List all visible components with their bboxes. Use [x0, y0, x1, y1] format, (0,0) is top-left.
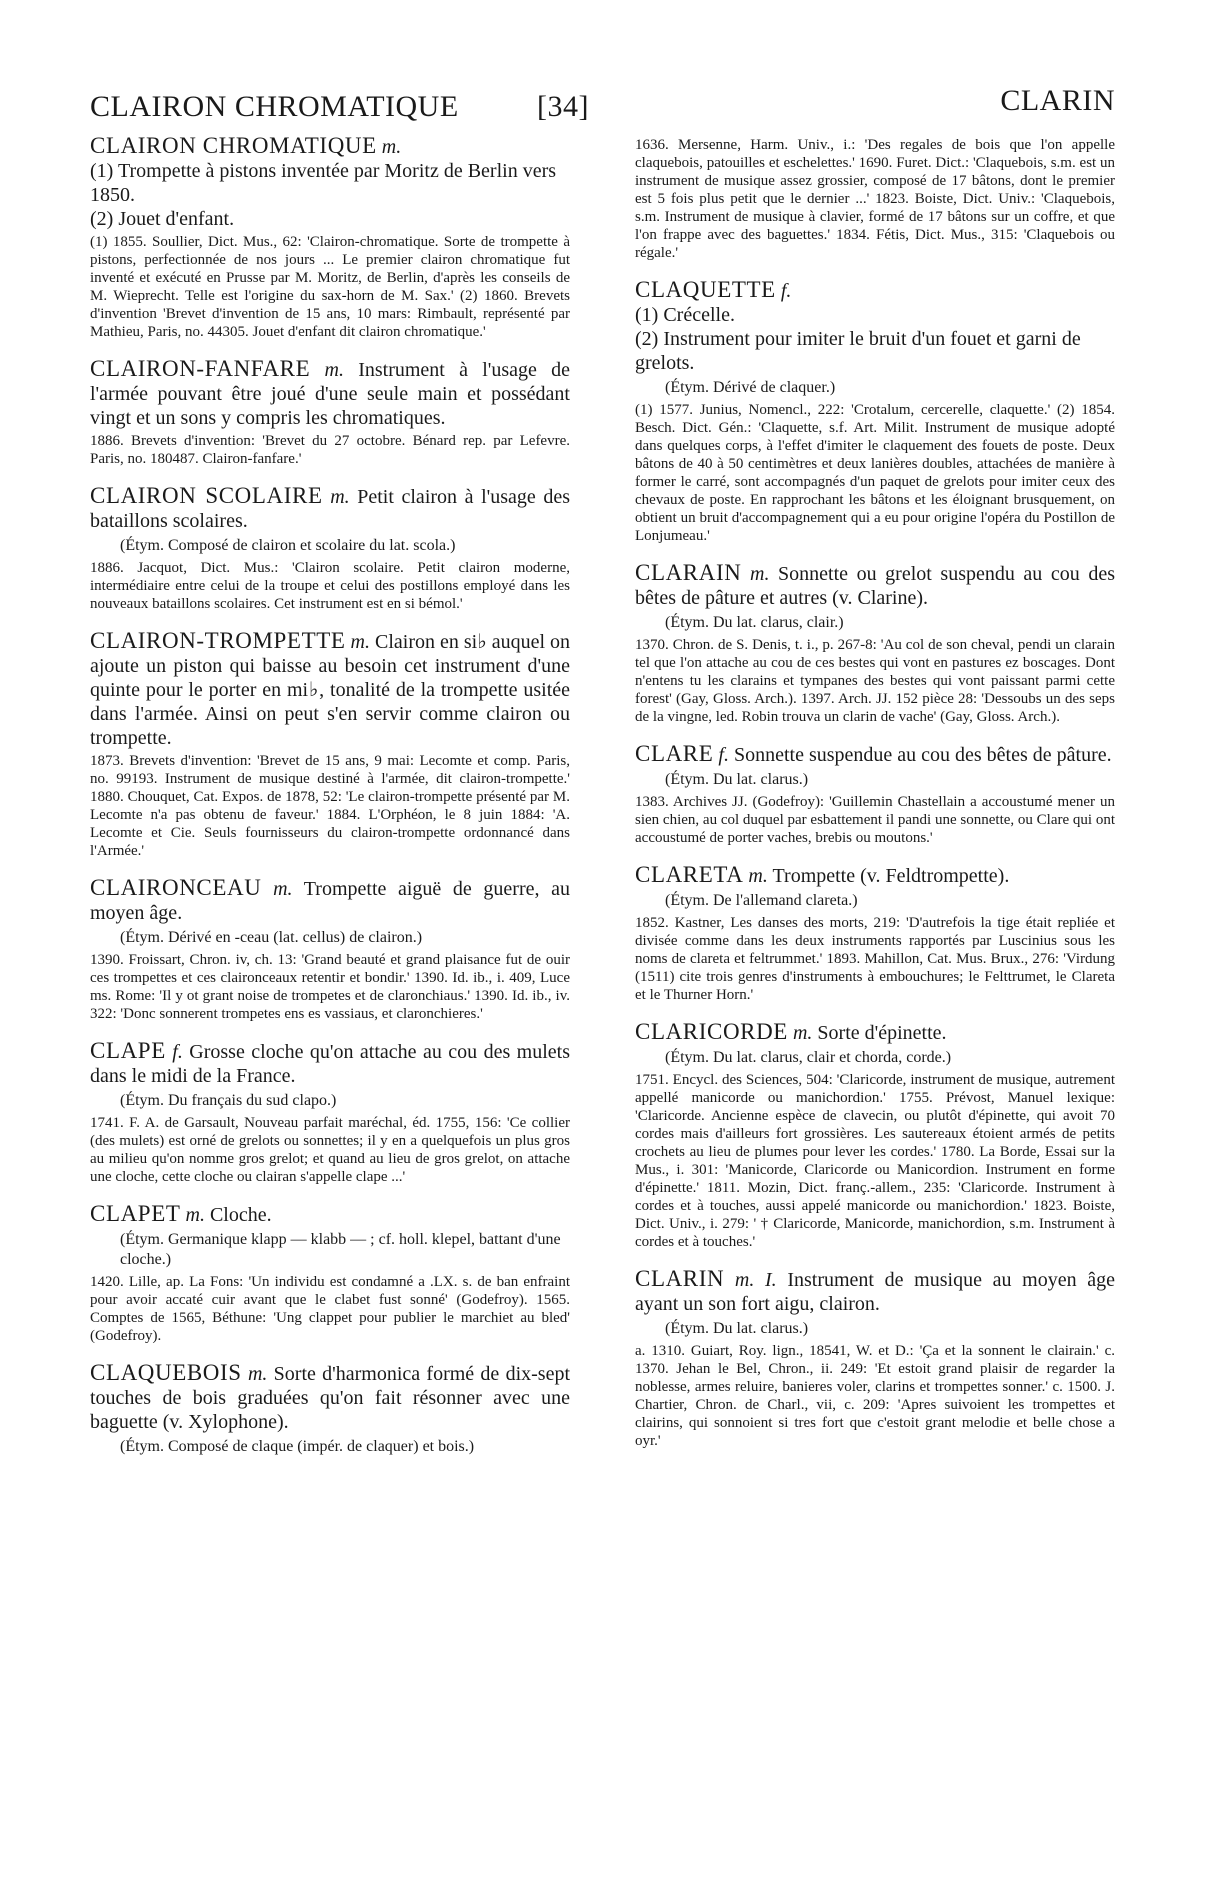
headword: CLAIRON-TROMPETTE: [90, 628, 346, 653]
quotations: 1852. Kastner, Les danses des morts, 219: 'D'autrefois la tige était repliée et divisée comme dans les deux instruments rapportés par Luscinius sous les noms de clareta et feltrummet.' 1893. Mahillon, Cat. Mus. Brux., 276: 'Virdung (1511) cite trois genres d'instruments à embouchures; le Felttrumet, le Clareta et le Thurner Horn.': [635, 915, 1115, 1003]
definition-text: Sorte d'harmonica formé de dix-sept touches de bois graduées qu'on fait résonner avec une baguette (v. Xylophone).: [90, 1363, 570, 1433]
grammar-label: m.: [792, 1022, 813, 1044]
entry: [635, 561, 1115, 726]
etymology: (Étym. Composé de clairon et scolaire du lat. scola.): [120, 537, 456, 554]
quotations: 1886. Brevets d'invention: 'Brevet du 27 octobre. Bénard rep. par Lefevre. Paris, no. 180487. Clairon-fanfare.': [90, 433, 570, 467]
entry-definition: [90, 629, 570, 750]
etymology: (Étym. Dérivé en -ceau (lat. cellus) de clairon.): [120, 929, 423, 946]
grammar-label: m.: [350, 631, 370, 653]
sense: (1) Trompette à pistons inventée par Moritz de Berlin vers 1850.: [90, 160, 557, 206]
entry-definition: [90, 876, 570, 925]
definition-text: Sonnette suspendue au cou des bêtes de pâture.: [733, 744, 1112, 766]
entry: [90, 357, 570, 468]
quotations: 1751. Encycl. des Sciences, 504: 'Claricorde, instrument de musique, autrement appellé manicorde ou manichordion.' 1755. Prévost, Manuel lexique: 'Claricorde. Ancienne espèce de clavecin, ou plutôt d'épinette, qui avoit 70 cordes mais d'ailleurs fort grossières. Les sautereaux étoient armés de petits crochets au lieu de plumes pour lever les cordes.' 1780. La Borde, Essai sur la Mus., i. 301: 'Manicorde, Claricorde ou Manicordion. Instrument en forme d'épinette.' 1811. Mozin, Dict. franç.-allem., 235: 'Claricorde. Instrument à cordes et à touches, aussi appelé manicorde ou manichordion.' 1823. Boiste, Dict. Univ., i. 279: ' † Claricorde, Manicorde, manichordion, s.m. Instrument à cordes et à touches.': [635, 1072, 1115, 1250]
entry-definition: [635, 1020, 1115, 1045]
quotations: (1) 1855. Soullier, Dict. Mus., 62: 'Clairon-chromatique. Sorte de trompette à pistons, perfectionnée de nos jours ... Le premier clairon chromatique fut inventé et exécuté en Prusse par M. Moritz, de Berlin, d'après les conseils de M. Wieprecht. Telle est l'origine du sax-horn de M. Sax.' (2) 1860. Brevets d'invention 'Brevet d'invention de 15 ans, 10 mars: Rimbault, représenté par Mathieu, Paris, no. 44305. Jouet d'enfant dit clairon chromatique.': [90, 234, 570, 340]
quotations: 1370. Chron. de S. Denis, t. i., p. 267-8: 'Au col de son cheval, pendi un clarain tel que l'on attache au cou de ces bestes qui vont en pastures ez boscages. Dont n'entens tu les clarains et tympanes des bestes qui vont paissant parmi cette forest' (Gay, Gloss. Arch.). 1397. Arch. JJ. 152 pièce 28: 'Dessoubs un des seps de la vingne, led. Robin trouva un clarin de vache' (Gay, Gloss. Arch.).: [635, 637, 1115, 725]
entry: [90, 1361, 570, 1457]
headword: CLARAIN: [635, 560, 742, 585]
quotations: 1741. F. A. de Garsault, Nouveau parfait maréchal, éd. 1755, 156: 'Ce collier (des mulets) est orné de grelots ou sonnettes; il y en a quelquefois un plus gros au milieu qu'on nomme gros grelot; et quand au lieu de gros grelot, on attache une cloche, cette cloche ou clairan s'appelle clape ...': [90, 1115, 570, 1185]
running-head-right: CLARIN: [1000, 84, 1115, 117]
grammar-label: f.: [172, 1041, 183, 1063]
entry: [635, 1020, 1115, 1251]
headword: CLARICORDE: [635, 1019, 788, 1044]
entry: [635, 863, 1115, 1004]
etymology: (Étym. Composé de claque (impér. de claquer) et bois.): [120, 1438, 475, 1455]
definition-text: Petit clairon à l'usage des bataillons scolaires.: [90, 486, 571, 532]
headword: CLAIRONCEAU: [90, 875, 262, 900]
entry-definition: [90, 134, 570, 159]
dictionary-page: [90, 84, 1115, 1864]
definition-text: Trompette aiguë de guerre, au moyen âge.: [90, 878, 570, 924]
headword: CLARIN: [635, 1266, 725, 1291]
headword: CLAQUEBOIS: [90, 1360, 242, 1385]
definition-text: Sorte d'épinette.: [817, 1022, 947, 1044]
etymology: (Étym. Dérivé de claquer.): [665, 379, 836, 396]
etymology: (Étym. Du français du sud clapo.): [120, 1092, 337, 1109]
etymology: (Étym. Du lat. clarus, clair.): [665, 614, 844, 631]
grammar-label: m.: [247, 1363, 268, 1385]
definition-text: Grosse cloche qu'on attache au cou des mulets dans le midi de la France.: [90, 1041, 571, 1087]
quotations: 1873. Brevets d'invention: 'Brevet de 15 ans, 9 mai: Lecomte et comp. Paris, no. 99193. Instrument de musique destiné à l'armée, dit clairon-trompette.' 1880. Chouquet, Cat. Expos. de 1878, 52: 'Le clairon-trompette présenté par M. Lecomte n'a pas obtenu de faveur.' 1884. L'Orphéon, le 8 juin 1884: 'A. Lecomte et Cie. Seuls fournisseurs du clairon-trompette ordonnancé dans l'Armée.': [90, 753, 570, 859]
definition-text: Instrument de musique au moyen âge ayant un son fort aigu, clairon.: [635, 1269, 1116, 1315]
quotations: (1) 1577. Junius, Nomencl., 222: 'Crotalum, cercerelle, claquette.' (2) 1854. Besch. Dict. Gén.: 'Claquette, s.f. Art. Milit. Instrument de musique adopté dans quelques corps, à l'effet d'imiter le claquement des fouets de poste. Deux bâtons de 40 à 50 centimètres et deux lanières doubles, attachées de manière à former le carré, sont accompagnés d'un paquet de grelots pour imiter ceux des chevaux de poste. En rapprochant les bâtons et les éloignant brusquement, on obtient un bruit d'accompagnement qui a eu pour origine l'opéra du Postillon de Lonjumeau.': [635, 402, 1115, 544]
running-head: [90, 84, 1115, 130]
entry: [635, 278, 1115, 545]
entry: [90, 876, 570, 1023]
entry-definition: [635, 561, 1115, 610]
etymology: (Étym. De l'allemand clareta.): [665, 892, 858, 909]
entry-definition: [90, 1202, 570, 1227]
entry-definition: [90, 1039, 570, 1088]
headword: CLAIRON-FANFARE: [90, 356, 311, 381]
entry-definition: [90, 484, 570, 533]
entry-definition: [90, 1361, 570, 1434]
quotations: 1383. Archives JJ. (Godefroy): 'Guillemin Chastellain a accoustumé mener un sien chien, au col duquel par esbattement il pandi une sonnette, ou Clare qui ont accoustumé de porter vaches, brebis ou moutons.': [635, 794, 1115, 846]
headword: CLAIRON SCOLAIRE: [90, 483, 323, 508]
grammar-label: m.: [185, 1204, 205, 1226]
etymology: (Étym. Du lat. clarus, clair et chorda, corde.): [665, 1049, 952, 1066]
quotations: 1636. Mersenne, Harm. Univ., i.: 'Des regales de bois que l'on appelle claquebois, patouilles et eschelettes.' 1690. Furet. Dict.: 'Claquebois, s.m. est un instrument de musique assez grossier, composé de 17 bâtons, dont le premier est 5 fois plus petit que le dernier ...' 1823. Boiste, Dict. Univ.: 'Claquebois, s.m. Instrument de musique à clavier, formé de 17 bâtons sur un coffre, et que l'on frappe avec des baguettes.' 1834. Fétis, Dict. Mus., 315: 'Claquebois ou régale.': [635, 137, 1115, 261]
headword: CLAPET: [90, 1201, 181, 1226]
page-number: [34]: [537, 90, 589, 123]
grammar-label: m.: [750, 563, 770, 585]
quotations: 1420. Lille, ap. La Fons: 'Un individu est condamné a .LX. s. de ban enfraint pour avoir accaté cuir avant que le clabet fust sonné' (Godefroy). 1565. Comptes de 1565, Béthune: 'Ung clappet pour publier le marchiet au bled' (Godefroy).: [90, 1274, 570, 1344]
grammar-label: f.: [718, 744, 729, 766]
definition-text: Instrument à l'usage de l'armée pouvant être joué d'une seule main et possédant vingt et un sons y compris les chromatiques.: [90, 359, 570, 429]
entry-continuation: [635, 136, 1115, 262]
headword: CLARE: [635, 741, 714, 766]
etymology: (Étym. Du lat. clarus.): [665, 1320, 809, 1337]
grammar-label: m.: [748, 865, 768, 887]
grammar-label: m.: [381, 136, 402, 158]
etymology: (Étym. Germanique klapp — klabb — ; cf. holl. klepel, battant d'une cloche.): [120, 1231, 561, 1268]
definition-text: Cloche.: [209, 1204, 272, 1226]
left-column: [90, 134, 570, 1473]
definition-text: Sonnette ou grelot suspendu au cou des bêtes de pâture et autres (v. Clarine).: [635, 563, 1115, 609]
entry: [90, 1039, 570, 1186]
entry: [90, 629, 570, 860]
sense: (2) Jouet d'enfant.: [90, 208, 235, 230]
entry-definition: [635, 1267, 1115, 1316]
grammar-label: m.: [330, 486, 350, 508]
grammar-label: f.: [780, 280, 792, 302]
entry-definition: [90, 357, 570, 430]
quotations: 1886. Jacquot, Dict. Mus.: 'Clairon scolaire. Petit clairon moderne, intermédiaire entre celui de la troupe et celui des postillons employé dans les nouveaux bataillons scolaires. Cet instrument est en si bémol.': [90, 560, 570, 612]
entry: [635, 742, 1115, 847]
definition-text: Clairon en si♭ auquel on ajoute un piston qui baisse au besoin cet instrument d'une quinte pour le porter en mi♭, tonalité de la trompette usitée dans l'armée. Ainsi on peut s'en servir comme clairon ou trompette.: [90, 631, 571, 749]
headword: CLAIRON CHROMATIQUE: [90, 133, 377, 158]
entry-definition: [635, 863, 1115, 888]
right-column: [635, 134, 1115, 1473]
etymology: (Étym. Du lat. clarus.): [665, 771, 809, 788]
entry: [90, 484, 570, 613]
grammar-label: m.: [273, 878, 293, 900]
columns: [90, 134, 1115, 1473]
sense: (2) Instrument pour imiter le bruit d'un fouet et garni de grelots.: [635, 328, 1081, 374]
grammar-label: m.: [324, 359, 344, 381]
entry: [90, 134, 570, 341]
headword: CLARETA: [635, 862, 744, 887]
sense: (1) Crécelle.: [635, 304, 735, 326]
entry: [90, 1202, 570, 1345]
headword: CLAQUETTE: [635, 277, 776, 302]
quotations: 1390. Froissart, Chron. iv, ch. 13: 'Grand beauté et grand plaisance fut de ouir ces trompettes et ces claironceaux retentir et bondir.' 1390. Id. ib., i. 409, Luce ms. Rome: 'Il y ot grant noise de trompetes et de claronchiaus.' 1390. Id. ib., iv. 322: 'Donc sonnerent trompetes ens es vassiaus, et claronchieres.': [90, 952, 570, 1022]
quotations: a. 1310. Guiart, Roy. lign., 18541, W. et D.: 'Ça et la sonnent le clairain.' c. 1370. Jehan le Bel, Chron., ii. 249: 'Et estoit grand plaisir de regarder la noblesse, armes reluire, banieres voler, clarins et trompettes sonner.' c. 1500. J. Chartier, Chron. de Charl., vii, c. 209: 'Apres suivoient les trompettes et clairins, qui sonnoient si tres fort que c'estoit grant melodie et belle chose a oyr.': [635, 1343, 1115, 1449]
headword: CLAPE: [90, 1038, 166, 1063]
definition-text: Trompette (v. Feldtrompette).: [772, 865, 1010, 887]
entry-definition: [635, 278, 1115, 303]
running-head-left: CLAIRON CHROMATIQUE: [90, 90, 459, 123]
entry: [635, 1267, 1115, 1450]
grammar-label: m. I.: [734, 1269, 777, 1291]
entry-definition: [635, 742, 1115, 767]
